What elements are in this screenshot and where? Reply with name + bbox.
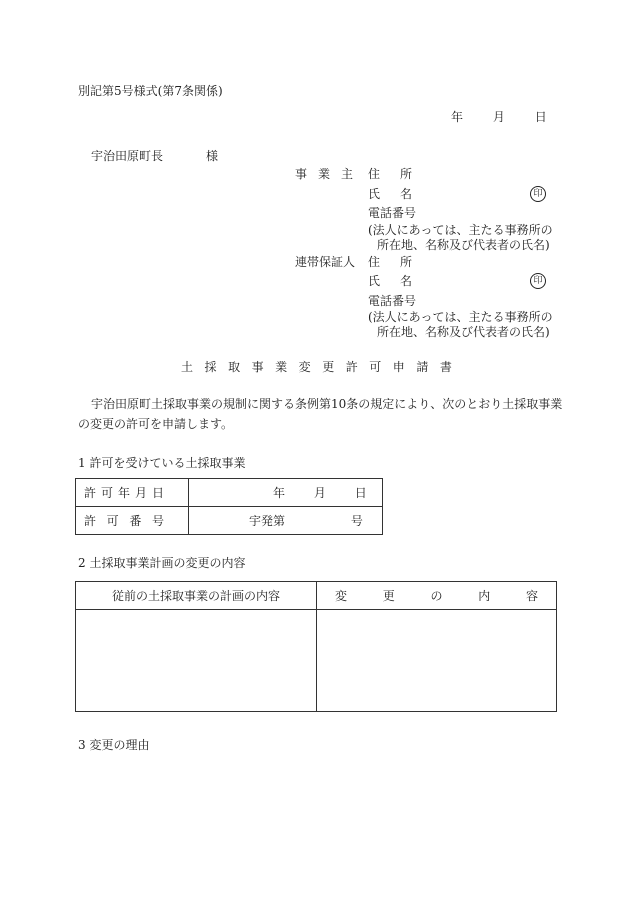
applicant-title: 事 業 主 [295,167,353,181]
table-row [76,507,383,535]
guarantor-note-1: (法人にあっては、主たる事務所の [368,310,553,324]
permit-number-value-cell: 宇発第 号 [189,507,383,535]
guarantor-phone-label: 電話番号 [368,294,417,308]
col-header-previous: 従前の土採取事業の計画の内容 [76,582,317,610]
table-row [76,479,383,507]
doc-title: 土 採 取 事 業 変 更 許 可 申 請 書 [181,360,452,374]
applicant-note-2: 所在地、名称及び代表者の氏名) [377,238,550,252]
guarantor-address-label: 住 所 [368,255,412,269]
addressee-name: 宇治田原町長 [91,149,164,163]
applicant-note-1: (法人にあっては、主たる事務所の [368,223,553,237]
applicant-address-label: 住 所 [368,167,412,181]
table-row [76,582,557,610]
change-table [75,581,557,712]
table-row [76,610,557,712]
guarantor-note-2: 所在地、名称及び代表者の氏名) [377,325,550,339]
change-content-cell [317,610,557,712]
col-header-change: 変 更 の 内 容 [317,582,557,610]
section3-heading: 3 変更の理由 [78,738,150,752]
form-label: 別記第5号様式(第7条関係) [78,84,223,98]
applicant-seal-icon: 印 [530,186,546,202]
permit-number-label-cell: 許 可 番 号 [76,507,189,535]
guarantor-title: 連帯保証人 [295,255,356,269]
permit-date-label-cell: 許 可 年 月 日 [76,479,189,507]
date-day: 日 [534,110,547,124]
body-line-2: の変更の許可を申請します。 [78,417,234,431]
section2-heading: 2 土採取事業計画の変更の内容 [78,556,246,570]
guarantor-seal-icon: 印 [530,273,546,289]
applicant-name-label: 氏 名 [368,187,412,201]
date-line [451,110,547,124]
guarantor-name-label: 氏 名 [368,274,412,288]
previous-content-cell [76,610,317,712]
permit-date-value-cell: 年 月 日 [189,479,383,507]
applicant-phone-label: 電話番号 [368,206,417,220]
permit-table [75,478,383,535]
body-line-1: 宇治田原町土採取事業の規制に関する条例第10条の規定により、次のとおり土採取事業 [91,397,563,411]
section1-heading: 1 許可を受けている土採取事業 [78,456,246,470]
addressee-honorific: 様 [206,149,219,163]
date-month: 月 [492,110,505,124]
date-year: 年 [451,110,464,124]
